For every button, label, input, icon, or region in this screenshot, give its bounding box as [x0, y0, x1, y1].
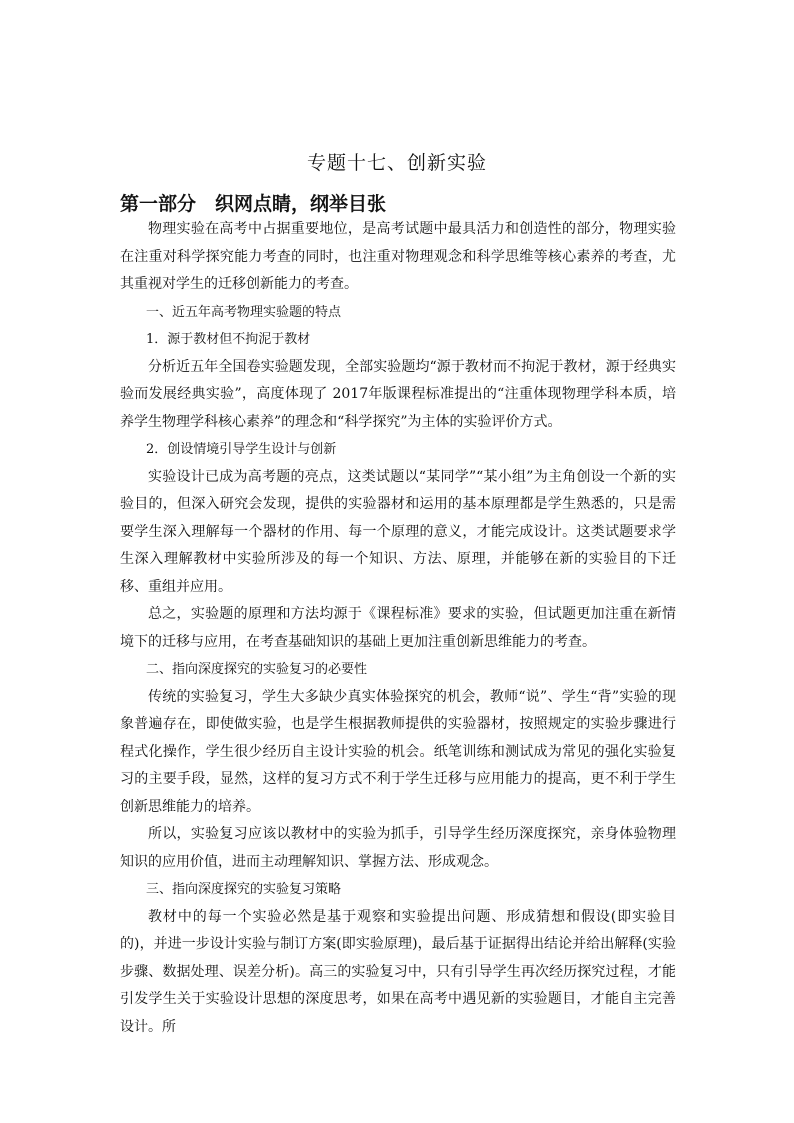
paragraph: 教材中的每一个实验必然是基于观察和实验提出问题、形成猜想和假设(即实验目的)，并进一步设计实验与制订方案(即实验原理)，最后基于证据得出结论并给出解释(实验步骤、数据处理、误差分析)。高三的实验复习中，只有引导学生再次经历探究过程，才能引发学生关于实验设计思想的深度思考，如果在高考中遇见新的实验题目，才能自主完善设计。所 [120, 908, 676, 1035]
paragraph: 实验设计已成为高考题的亮点，这类试题以“某同学”“某小组”为主角创设一个新的实验目的，但深入研究会发现，提供的实验器材和运用的基本原理都是学生熟悉的，只是需要学生深入理解每一个器材的作用、每一个原理的意义，才能完成设计。这类试题要求学生深入理解教材中实验所涉及的每一个知识、方法、原理，并能够在新的实验目的下迁移、重组并应用。 [120, 468, 676, 595]
document-title: 专题十七、创新实验 [306, 152, 487, 174]
subsection-heading-2: 2．创设情境引导学生设计与创新 [146, 442, 337, 457]
subsection-heading-1: 1．源于教材但不拘泥于教材 [146, 332, 311, 347]
section-heading-1: 一、近五年高考物理实验题的特点 [146, 304, 342, 320]
section-heading-3: 三、指向深度探究的实验复习策略 [146, 882, 342, 897]
paragraph: 所以，实验复习应该以教材中的实验为抓手，引导学生经历深度探究，亲身体验物理知识的应用价值，进而主动理解知识、掌握方法、形成观念。 [120, 826, 676, 870]
paragraph: 传统的实验复习，学生大多缺少真实体验探究的机会，教师“说”、学生“背”实验的现象普遍存在，即使做实验，也是学生根据教师提供的实验器材，按照规定的实验步骤进行程式化操作，学生很少经历自主设计实验的机会。纸笔训练和测试成为常见的强化实验复习的主要手段，显然，这样的复习方式不利于学生迁移与应用能力的提高，更不利于学生创新思维能力的培养。 [120, 688, 676, 815]
document-body [120, 216, 676, 1041]
paragraph: 总之，实验题的原理和方法均源于《课程标准》要求的实验，但试题更加注重在新情境下的迁移与应用，在考查基础知识的基础上更加注重创新思维能力的考查。 [120, 606, 676, 650]
paragraph: 分析近五年全国卷实验题发现，全部实验题均“源于教材而不拘泥于教材，源于经典实验而发展经典实验”，高度体现了 2017年版课程标准提出的“注重体现物理学科本质，培养学生物理学科核心素养”的理念和“科学探究”为主体的实验评价方式。 [120, 358, 676, 430]
paragraph-intro: 物理实验在高考中占据重要地位，是高考试题中最具活力和创造性的部分，物理实验在注重对科学探究能力考查的同时，也注重对物理观念和科学思维等核心素养的考查，尤其重视对学生的迁移创新能力的考查。 [120, 221, 676, 292]
part-heading: 第一部分 织网点睛，纲举目张 [120, 193, 387, 215]
section-heading-2: 二、指向深度探究的实验复习的必要性 [146, 662, 368, 677]
